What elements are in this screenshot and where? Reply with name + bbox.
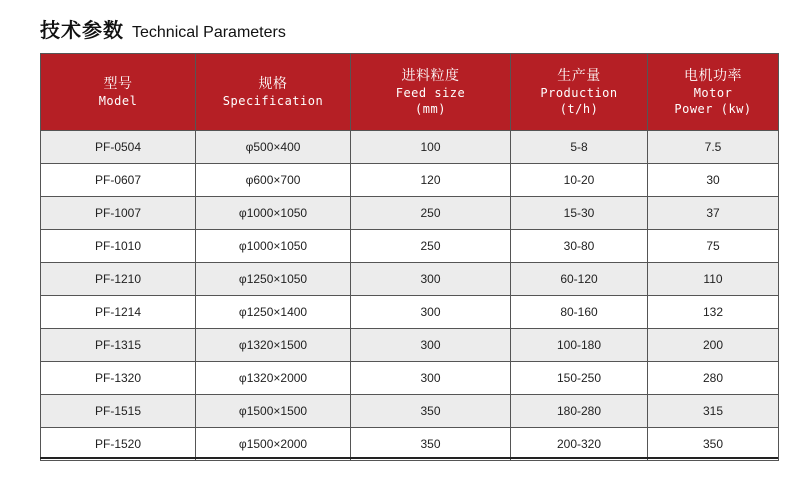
cell-feed-size: 250 — [351, 230, 511, 263]
header-label-cn: 规格 — [258, 76, 288, 92]
header-specification — [196, 54, 351, 131]
cell-model: PF-1315 — [41, 329, 196, 362]
cell-feed-size: 120 — [351, 164, 511, 197]
table-row — [41, 428, 779, 461]
cell-feed-size: 350 — [351, 395, 511, 428]
cell-motor-power: 37 — [648, 197, 779, 230]
cell-specification: φ1320×1500 — [196, 329, 351, 362]
cell-motor-power: 200 — [648, 329, 779, 362]
table-row — [41, 362, 779, 395]
cell-specification: φ1500×1500 — [196, 395, 351, 428]
cell-feed-size: 100 — [351, 131, 511, 164]
header-label-cn: 电机功率 — [684, 68, 742, 84]
cell-specification: φ1500×2000 — [196, 428, 351, 461]
header-model — [41, 54, 196, 131]
title-english: Technical Parameters — [132, 24, 286, 41]
cell-specification: φ1000×1050 — [196, 230, 351, 263]
title-chinese: 技术参数 — [40, 18, 124, 42]
cell-production: 60-120 — [511, 263, 648, 296]
table-row — [41, 230, 779, 263]
cell-production: 150-250 — [511, 362, 648, 395]
cell-model: PF-1010 — [41, 230, 196, 263]
cell-production: 10-20 — [511, 164, 648, 197]
header-feed-size — [351, 54, 511, 131]
header-label-en: Motor — [693, 86, 733, 100]
cell-production: 30-80 — [511, 230, 648, 263]
cell-model: PF-1214 — [41, 296, 196, 329]
cell-production: 5-8 — [511, 131, 648, 164]
cell-specification: φ1250×1050 — [196, 263, 351, 296]
table-row — [41, 395, 779, 428]
header-label-en: Model — [98, 94, 138, 108]
table-row — [41, 131, 779, 164]
cell-motor-power: 75 — [648, 230, 779, 263]
cell-motor-power: 110 — [648, 263, 779, 296]
cell-model: PF-1515 — [41, 395, 196, 428]
header-production — [511, 54, 648, 131]
cell-specification: φ1000×1050 — [196, 197, 351, 230]
header-label-en: Feed size — [395, 86, 466, 100]
cell-model: PF-1320 — [41, 362, 196, 395]
cell-specification: φ600×700 — [196, 164, 351, 197]
table-row — [41, 296, 779, 329]
cell-motor-power: 280 — [648, 362, 779, 395]
cell-feed-size: 300 — [351, 263, 511, 296]
table-header-row — [41, 54, 779, 131]
header-label-cn: 进料粒度 — [401, 68, 460, 84]
header-label-en-2: Power (kw) — [674, 102, 752, 116]
header-motor-power — [648, 54, 779, 131]
cell-feed-size: 300 — [351, 296, 511, 329]
table-row — [41, 329, 779, 362]
cell-feed-size: 300 — [351, 329, 511, 362]
header-unit: (t/h) — [559, 102, 599, 116]
cell-model: PF-1007 — [41, 197, 196, 230]
cell-model: PF-0504 — [41, 131, 196, 164]
cell-production: 100-180 — [511, 329, 648, 362]
cell-motor-power: 30 — [648, 164, 779, 197]
header-label-cn: 生产量 — [557, 68, 601, 84]
cell-motor-power: 315 — [648, 395, 779, 428]
header-label-en: Specification — [222, 94, 324, 108]
cell-specification: φ1250×1400 — [196, 296, 351, 329]
cell-motor-power: 7.5 — [648, 131, 779, 164]
cell-specification: φ1320×2000 — [196, 362, 351, 395]
table-bottom-rule — [40, 457, 778, 459]
cell-production: 15-30 — [511, 197, 648, 230]
cell-model: PF-0607 — [41, 164, 196, 197]
header-label-en: Production — [540, 86, 618, 100]
table-row — [41, 164, 779, 197]
parameters-table — [40, 53, 779, 461]
cell-feed-size: 250 — [351, 197, 511, 230]
cell-feed-size: 300 — [351, 362, 511, 395]
cell-specification: φ500×400 — [196, 131, 351, 164]
cell-model: PF-1210 — [41, 263, 196, 296]
cell-model: PF-1520 — [41, 428, 196, 461]
cell-production: 180-280 — [511, 395, 648, 428]
cell-production: 80-160 — [511, 296, 648, 329]
cell-production: 200-320 — [511, 428, 648, 461]
header-label-cn: 型号 — [103, 76, 133, 92]
header-unit: (mm) — [415, 102, 446, 116]
table-row — [41, 197, 779, 230]
page-title — [40, 14, 286, 42]
cell-motor-power: 350 — [648, 428, 779, 461]
cell-motor-power: 132 — [648, 296, 779, 329]
cell-feed-size: 350 — [351, 428, 511, 461]
table-row — [41, 263, 779, 296]
